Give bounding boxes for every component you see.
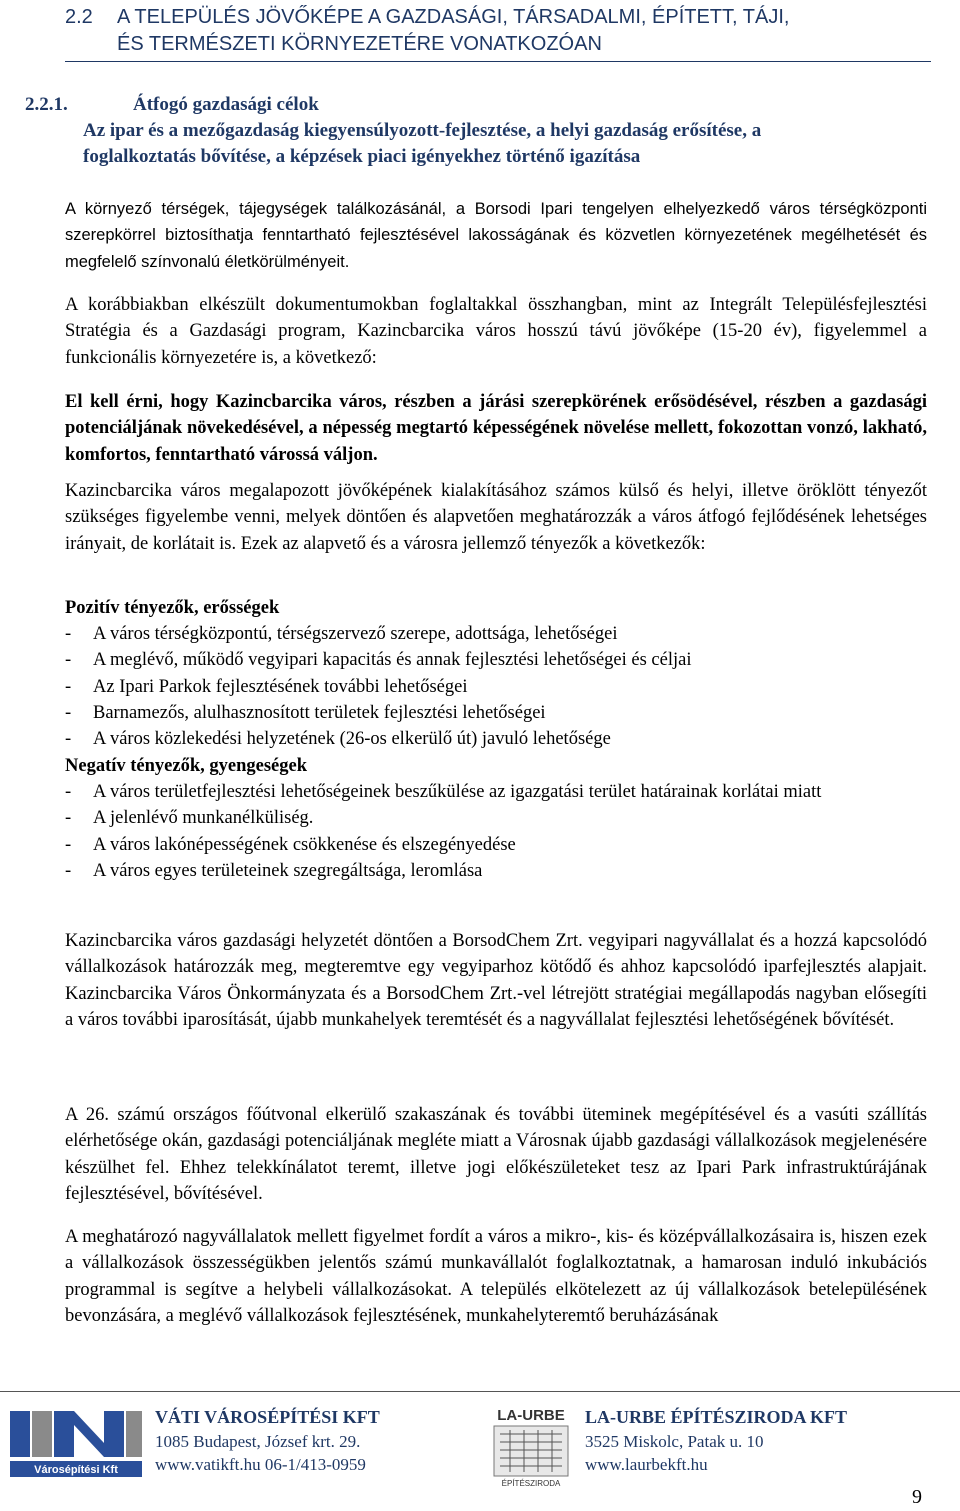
section-title-line1: A TELEPÜLÉS JÖVŐKÉPE A GAZDASÁGI, TÁRSADALMI, ÉPÍTETT, TÁJI,: [117, 6, 790, 28]
laurbe-logo-text: LA-URBE: [497, 1407, 565, 1424]
paragraph-vision-statement: El kell érni, hogy Kazincbarcika város, részben a járási szerepkörének erősödésével, részben a gazdasági potenciáljának növekedésével, a népesség megtartó képességének növelése mellett, fokozottan vonzó, lakható, komfortos, fenntartható várossá váljon.: [65, 392, 927, 465]
vati-address: 1085 Budapest, József krt. 29.: [155, 1431, 361, 1451]
section-heading: [65, 4, 945, 58]
page-number: 9: [912, 1486, 922, 1508]
section-heading-line1: [65, 4, 945, 31]
paragraph-road-26: A 26. számú országos főútvonal elkerülő szakaszának és további üteminek megépítésével és a vasúti szállítás elérhetősége okán, gazdasági potenciáljának megléte miatt a Városnak újabb gazdasági vállalkozások megjelenésére készülhet fel. Ehhez telekkínálatot teremt, illetve jogi előkészületeket tesz az Ipari Park infrastruktúrájának fejlesztésével, bővítésével.: [65, 1105, 927, 1204]
footer-divider: [0, 1391, 960, 1392]
vati-contact-block: [155, 1406, 380, 1477]
subsection-heading: [25, 92, 945, 170]
subsection-title-row: [25, 92, 945, 118]
list-item: - A város közlekedési helyzetének (26-os elkerülő út) javuló lehetősége: [65, 726, 927, 752]
list-dash: -: [65, 834, 72, 855]
positive-factors-list: [65, 621, 927, 752]
list-dash: -: [65, 782, 72, 802]
subsection-subtitle-line2: foglalkoztatás bővítése, a képzések piaci igényekhez történő igazítása: [83, 146, 641, 167]
list-dash: -: [65, 624, 72, 644]
subsection-title: Átfogó gazdasági célok: [133, 94, 319, 115]
paragraph-vision-context: A korábbiakban elkészült dokumentumokban foglaltakkal összhangban, mint az Integrált Településfejlesztési Stratégia és a Gazdasági program, Kazincbarcika város hosszú távú jövőképe (15-20 év), figyelemmel a funkcionális környezetére is, a következő:: [65, 295, 927, 368]
subsection-subtitle-line1: Az ipar és a mezőgazdaság kiegyensúlyozott-fejlesztése, a helyi gazdaság erősítése, a: [83, 120, 762, 141]
subsection-number: 2.2.1.: [25, 94, 68, 115]
list-item: - A város térségközpontú, térségszervező szerepe, adottsága, lehetőségei: [65, 621, 927, 647]
positive-factors-title: Pozitív tényezők, erősségek: [65, 598, 280, 618]
list-dash: -: [65, 808, 72, 829]
list-dash: -: [65, 702, 72, 723]
list-item: - Barnamezős, alulhasznosított területek fejlesztési lehetőségei: [65, 700, 927, 726]
list-item: - Az Ipari Parkok fejlesztésének további lehetőségei: [65, 674, 927, 700]
laurbe-address: 3525 Miskolc, Patak u. 10: [585, 1431, 764, 1451]
list-item: - A jelenlévő munkanélküliség.: [65, 805, 927, 831]
laurbe-logo-subtext: ÉPÍTÉSZIRODA: [501, 1479, 561, 1488]
list-item: - A város lakónépességének csökkenése és elszegényedése: [65, 832, 927, 858]
list-item: - A város területfejlesztési lehetőségeinek beszűkülése az igazgatási terület határainak korlátai miatt: [65, 779, 927, 805]
laurbe-web: www.laurbekft.hu: [585, 1455, 708, 1474]
paragraph-borsodchem: Kazincbarcika város gazdasági helyzetét döntően a BorsodChem Zrt. vegyipari nagyvállalat és a hozzá kapcsolódó vállalkozások határozzák meg, megteremtve egy vegyiparhoz kötődő és ahhoz kapcsolódó iparfejlesztés alapjait. Kazincbarcika Város Önkormányzata és a BorsodChem Zrt.-vel létrejött stratégiai megállapodás nagyban elősegíti a város további iparosítását, újabb munkahelyek teremtését és a nagyvállalat fejlesztési lehetőségének bővítését.: [65, 931, 927, 1030]
list-dash: -: [65, 860, 72, 881]
list-item: - A meglévő, működő vegyipari kapacitás és annak fejlesztési lehetőségei és céljai: [65, 647, 927, 673]
laurbe-company-name: LA-URBE ÉPÍTÉSZIRODA KFT: [585, 1407, 848, 1427]
list-dash: -: [65, 650, 72, 671]
paragraph-factors-intro: Kazincbarcika város megalapozott jövőképének kialakításához számos külső és helyi, illetve öröklött tényezőt szükséges figyelembe venni, melyek döntően és alapvetően meghatározzák a város átfogó fejlődésének lehetséges irányait, de korlátait is. Ezek az alapvető és a városra jellemző tényezők a következők:: [65, 481, 927, 554]
list-item: - A város egyes területeinek szegregáltsága, leromlása: [65, 858, 927, 884]
list-dash: -: [65, 729, 72, 750]
vati-logo: [8, 1403, 144, 1479]
section-number: 2.2: [65, 6, 93, 28]
paragraph-sme: A meghatározó nagyvállalatok mellett figyelmet fordít a város a mikro-, kis- és középvállalkozásaira is, hiszen ezek a vállalkozások összességükben jelentős számú munkavállalót foglalkoztatnak, a hamarosan induló inkubációs programmal is segítve a helybeli vállalkozásokat. A település elkötelezett az új vállalkozások betelepülésének bevonzására, a meglévő vállalkozások fejlesztésének, munkahelyteremtő beruházásának: [65, 1227, 927, 1326]
vati-logo-text: Városépítési Kft: [34, 1464, 118, 1476]
paragraph-intro: A környező térségek, tájegységek találkozásánál, a Borsodi Ipari tengelyen elhelyezkedő város térségközponti szerepkörrel biztosíthatja fenntartható fejlesztésével lakosságának és közvetlen környezetének megélhetését és megfelelő színvonalú életkörülményeit.: [65, 200, 927, 271]
list-dash: -: [65, 676, 72, 697]
negative-factors-list: [65, 779, 927, 884]
laurbe-logo: [490, 1404, 572, 1488]
vati-contact: www.vatikft.hu 06-1/413-0959: [155, 1455, 366, 1474]
vati-company-name: VÁTI VÁROSÉPÍTÉSI KFT: [155, 1407, 380, 1427]
laurbe-contact-block: [585, 1406, 847, 1477]
section-title-line2: ÉS TERMÉSZETI KÖRNYEZETÉRE VONATKOZÓAN: [117, 33, 602, 55]
negative-factors-title: Negatív tényezők, gyengeségek: [65, 756, 307, 776]
heading-underline: [65, 61, 931, 62]
